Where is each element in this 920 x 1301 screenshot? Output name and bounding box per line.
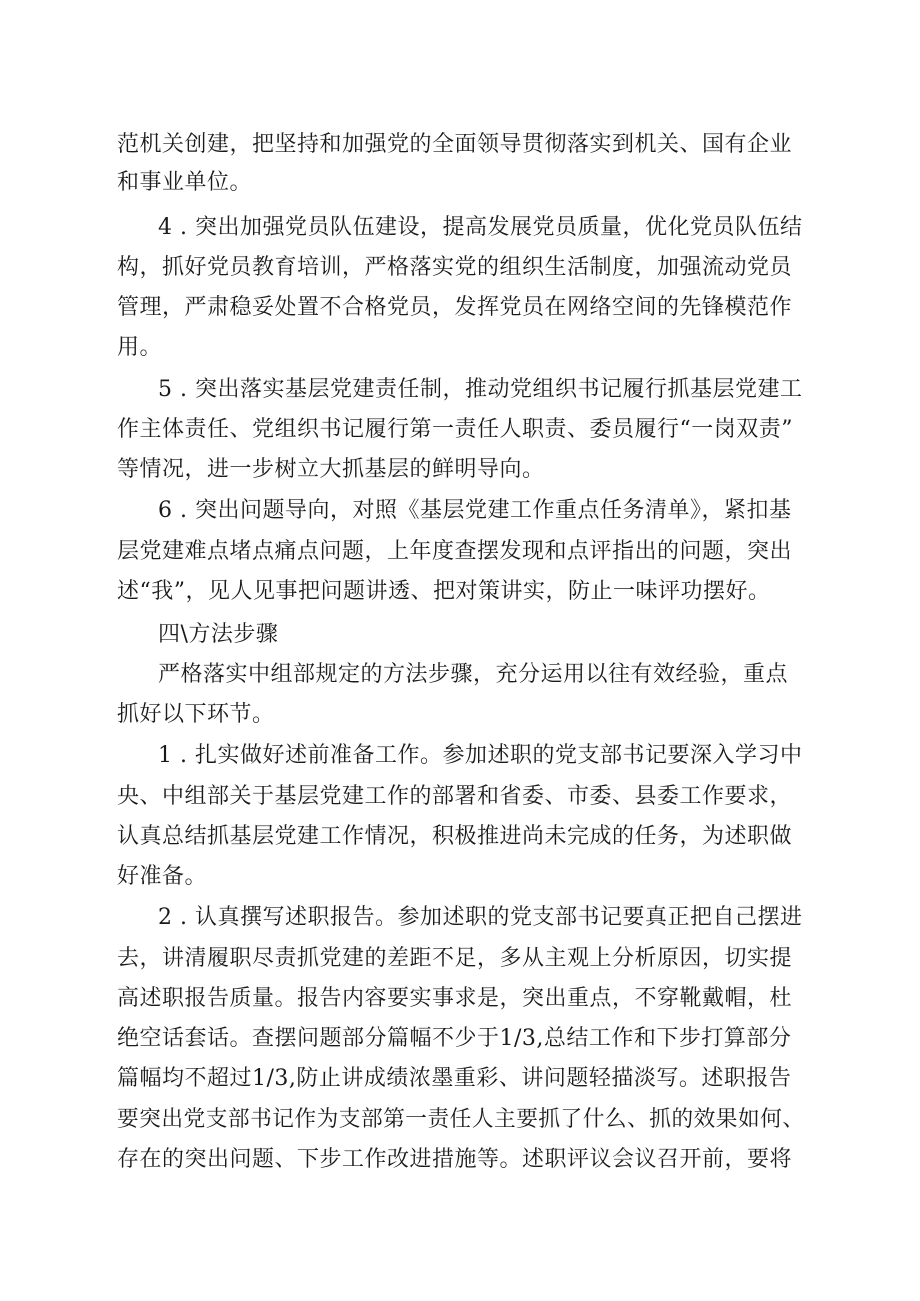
text-line: 层党建难点堵点痛点问题，上年度查摆发现和点评指出的问题，突出 (117, 539, 793, 564)
text-line: 作主体责任、党组织书记履行第一责任人职责、委员履行“一岗双责” (117, 417, 793, 442)
list-item-5: 5 . 突出落实基层党建责任制，推动党组织书记履行抓基层党建工 (158, 377, 803, 402)
text-line: 绝空话套话。查摆问题部分篇幅不少于1/3,总结工作和下步打算部分 (117, 1026, 792, 1051)
list-item-1: 1 . 扎实做好述前准备工作。参加述职的党支部书记要深入学习中 (158, 743, 803, 768)
text-line: 管理，严肃稳妥处置不合格党员，发挥党员在网络空间的先锋模范作 (117, 295, 793, 320)
text-line: 好准备。 (117, 864, 208, 889)
text-line: 去，讲清履职尽责抓党建的差距不足，多从主观上分析原因，切实提 (117, 946, 793, 971)
text-line: 等情况，进一步树立大抓基层的鲜明导向。 (117, 457, 545, 482)
text-line: 构，抓好党员教育培训，严格落实党的组织生活制度，加强流动党员 (117, 255, 793, 280)
text-line: 央、中组部关于基层党建工作的部署和省委、市委、县委工作要求， (117, 784, 793, 809)
text-line: 用。 (117, 335, 163, 360)
text-line: 范机关创建，把坚持和加强党的全面领导贯彻落实到机关、国有企业 (117, 132, 793, 157)
text-line: 述“我”，见人见事把问题讲透、把对策讲实，防止一味评功摆好。 (117, 579, 771, 604)
text-line: 篇幅均不超过1/3,防止讲成绩浓墨重彩、讲问题轻描淡写。述职报告 (117, 1066, 792, 1091)
text-line: 认真总结抓基层党建工作情况，积极推进尚未完成的任务，为述职做 (117, 824, 793, 849)
section-heading: 四\方法步骤 (158, 622, 279, 647)
list-item-4: 4 . 突出加强党员队伍建设，提高发展党员质量，优化党员队伍结 (158, 215, 803, 240)
text-line: 高述职报告质量。报告内容要实事求是，突出重点，不穿靴戴帽，杜 (117, 986, 793, 1011)
text-line: 要突出党支部书记作为支部第一责任人主要抓了什么、抓的效果如何、 (117, 1107, 805, 1132)
text-line: 抓好以下环节。 (117, 702, 275, 727)
text-line: 和事业单位。 (117, 170, 253, 195)
text-line: 存在的突出问题、下步工作改进措施等。述职评议会议召开前，要将 (117, 1147, 793, 1172)
text-line: 严格落实中组部规定的方法步骤，充分运用以往有效经验，重点 (158, 662, 789, 687)
list-item-6: 6 . 突出问题导向，对照《基层党建工作重点任务清单》，紧扣基 (158, 498, 792, 523)
list-item-2: 2 . 认真撰写述职报告。参加述职的党支部书记要真正把自己摆进 (158, 905, 803, 930)
